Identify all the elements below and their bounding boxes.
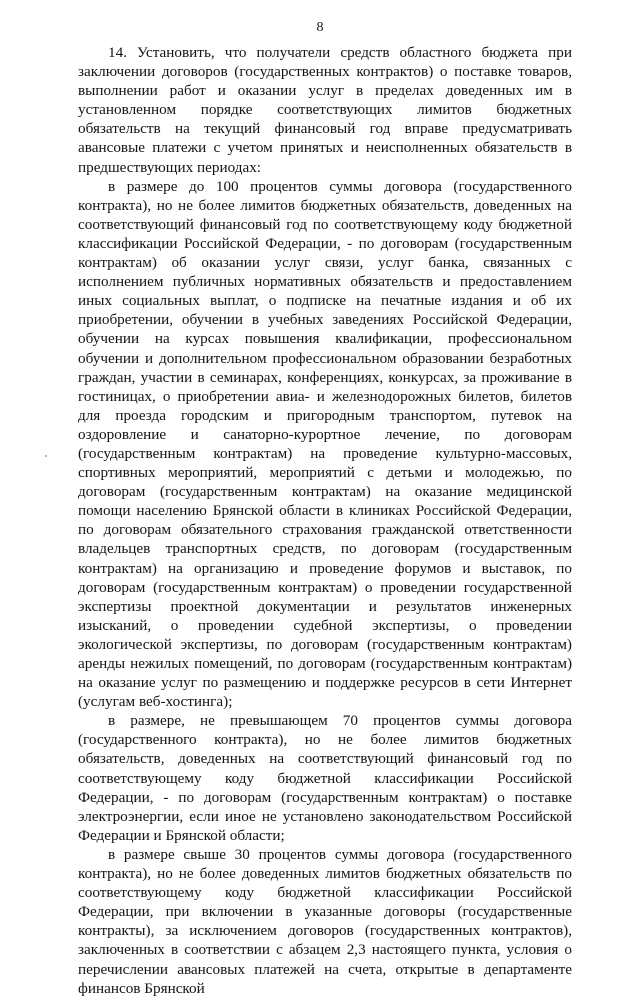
paragraph-advance-over-30-percent: в размере свыше 30 процентов суммы договора (государственного контракта), но не более доведенных лимитов бюджетных обязательств по соответствующему коду бюджетной классификации Российской Федерации, при включении в указанные договоры (государственные контракты), за исключением договоров (государственных контрактов), заключенных в соответствии с абзацем 2,3 настоящего пункта, условия о перечислении авансовых платежей на счета, открытые в департаменте финансов Брянской — [78, 845, 572, 997]
paragraph-advance-100-percent: в размере до 100 процентов суммы договора (государственного контракта), но не более лимитов бюджетных обязательств, доведенных на соответствующий финансовый год по соответствующему коду бюджетной классификации Российской Федерации, - по договорам (государственным контрактам) об оказании услуг связи, услуг банка, связанных с исполнением публичных нормативных обязательств и предоставлением иных социальных выплат, о подписке на печатные издания и об их приобретении, обучении в учебных заведениях Российской Федерации, обучении на курсах повышения квалификации, профессиональном обучении и дополнительном профессиональном образовании безработных граждан, участии в семинарах, конференциях, конкурсах, за проживание в гостиницах, о приобретении авиа- и железнодорожных билетов, билетов для проезда городским и пригородным транспортом, путевок на оздоровление и санаторно-курортное лечение, по договорам (государственным контрактам) на проведение культурно-массовых, спортивных мероприятий, мероприятий с детьми и молодежью, по договорам (государственным контрактам) на оказание медицинской помощи населению Брянской области в клиниках Российской Федерации, по договорам обязательного страхования гражданской ответственности владельцев транспортных средств, по договорам (государственным контрактам) на организацию и проведение форумов и выставок, по договорам (государственным контрактам) о проведении государственной экспертизы проектной документации и результатов инженерных изысканий, о проведении судебной экспертизы, о проведении экологической экспертизы, по договорам (государственным контрактам) аренды нежилых помещений, по договорам (государственным контрактам) на оказание услуг по размещению и поддержке ресурсов в сети Интернет (услугам веб-хостинга); — [78, 177, 572, 711]
scan-artifact-dot — [45, 455, 47, 457]
document-body — [78, 43, 572, 998]
page-number: 8 — [316, 20, 324, 35]
paragraph-item-14: 14. Установить, что получатели средств областного бюджета при заключении договоров (государственных контрактов) о поставке товаров, выполнении работ и оказании услуг в пределах доведенных им в установленном порядке соответствующих лимитов бюджетных обязательств на текущий финансовый год вправе предусматривать авансовые платежи с учетом принятых и неисполненных обязательств в предшествующих периодах: — [78, 44, 572, 176]
paragraph-advance-70-percent: в размере, не превышающем 70 процентов суммы договора (государственного контракта), но не более лимитов бюджетных обязательств, доведенных на соответствующий финансовый год по соответствующему коду бюджетной классификации Российской Федерации, - по договорам (государственным контрактам) о поставке электроэнергии, если иное не установлено законодательством Российской Федерации и Брянской области; — [78, 712, 572, 844]
